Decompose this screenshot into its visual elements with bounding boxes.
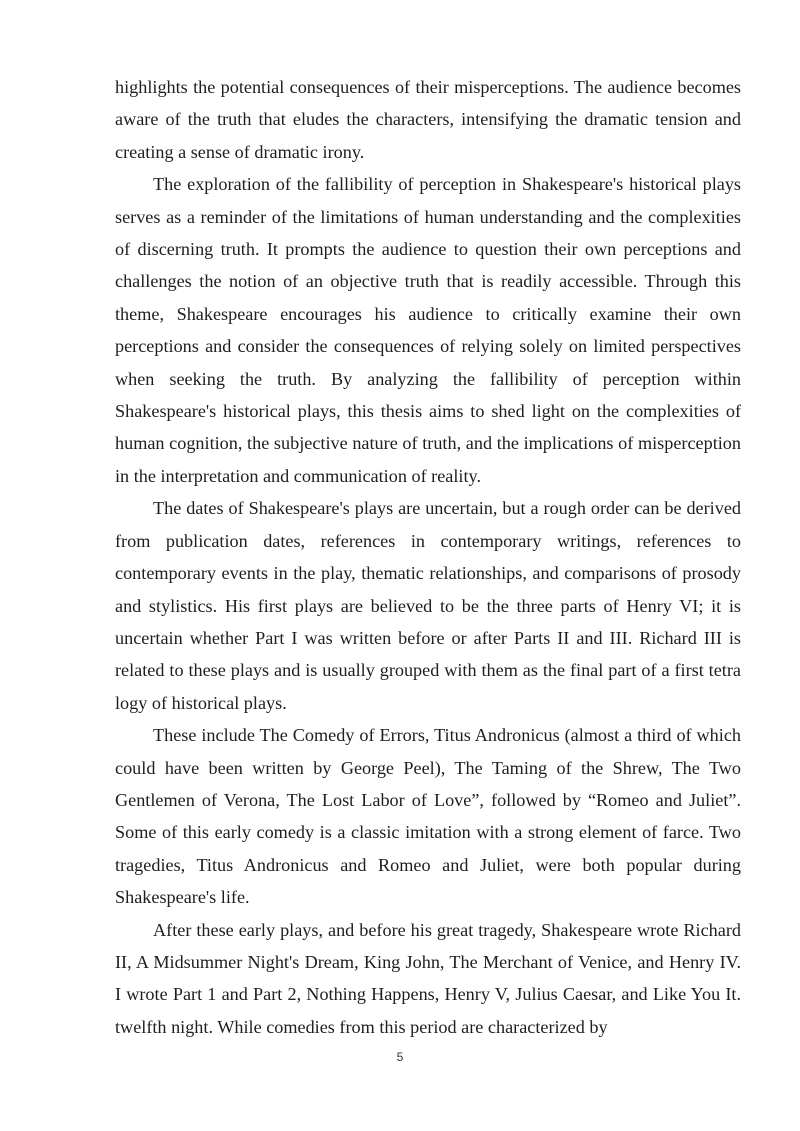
paragraph-4: These include The Comedy of Errors, Titus Andronicus (almost a third of which could have been written by George Peel), The Taming of the Shrew, The Two Gentlemen of Verona, The Lost Labor of Love”, followed by “Romeo and Juliet”. Some of this early comedy is a classic imitation with a strong element of farce. Two tragedies, Titus Andronicus and Romeo and Juliet, were both popular during Shakespeare's life. [115, 725, 741, 908]
paragraph-5: After these early plays, and before his great tragedy, Shakespeare wrote Richard II, A Midsummer Night's Dream, King John, The Merchant of Venice, and Henry IV. I wrote Part 1 and Part 2, Nothing Happens, Henry V, Julius Caesar, and Like You It. twelfth night. While comedies from this period are characterized by [115, 919, 741, 1037]
paragraph-1: highlights the potential consequences of their misperceptions. The audience becomes aware of the truth that eludes the characters, intensifying the dramatic tension and creating a sense of dramatic irony. [115, 77, 741, 162]
paragraph-3: The dates of Shakespeare's plays are uncertain, but a rough order can be derived from publication dates, references in contemporary writings, references to contemporary events in the play, thematic relationships, and comparisons of prosody and stylistics. His first plays are believed to be the three parts of Henry VI; it is uncertain whether Part I was written before or after Parts II and III. Richard III is related to these plays and is usually grouped with them as the final part of a first tetra logy of historical plays. [115, 498, 741, 713]
page-number: 5 [396, 1050, 404, 1064]
paragraph-2: The exploration of the fallibility of perception in Shakespeare's historical plays serves as a reminder of the limitations of human understanding and the complexities of discerning truth. It prompts the audience to question their own perceptions and challenges the notion of an objective truth that is readily accessible. Through this theme, Shakespeare encourages his audience to critically examine their own perceptions and consider the consequences of relying solely on limited perspectives when seeking the truth. By analyzing the fallibility of perception within Shakespeare's historical plays, this thesis aims to shed light on the complexities of human cognition, the subjective nature of truth, and the implications of misperception in the interpretation and communication of reality. [115, 174, 741, 486]
body-text [115, 71, 741, 1043]
